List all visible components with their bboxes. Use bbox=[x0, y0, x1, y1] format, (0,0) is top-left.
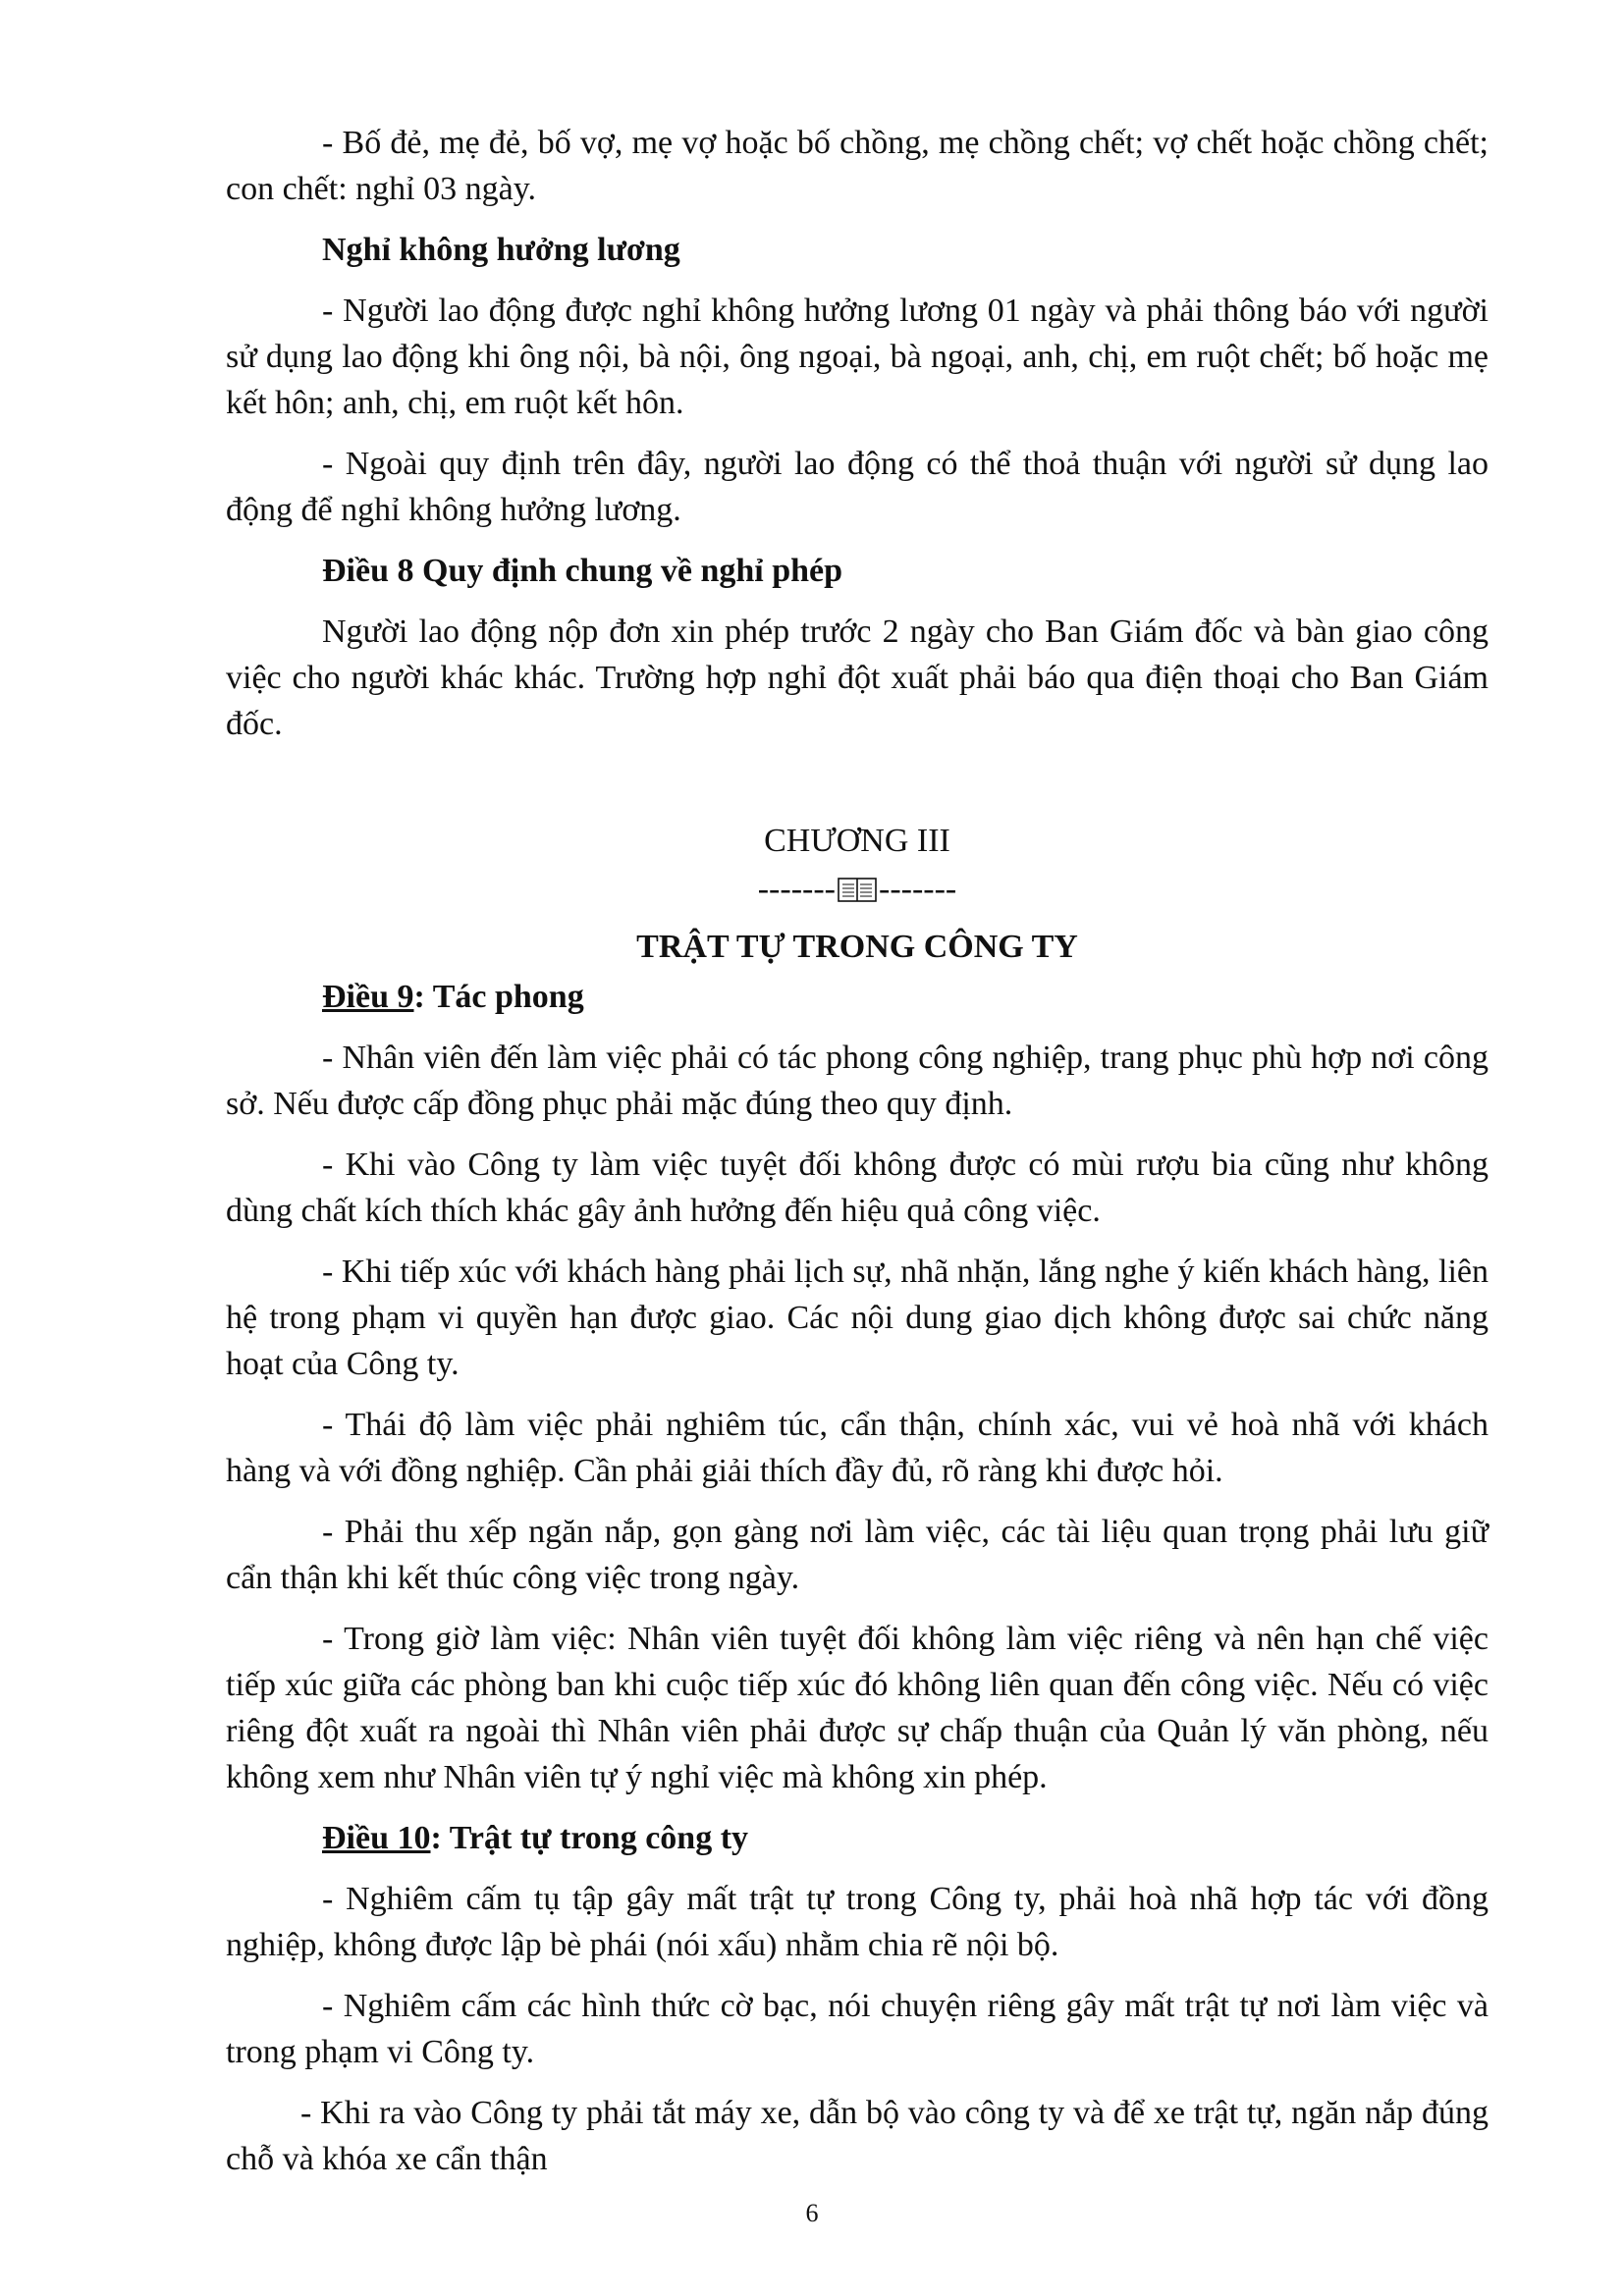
article-10-number: Điều 10 bbox=[322, 1820, 431, 1856]
paragraph-article-9-4: - Thái độ làm việc phải nghiêm túc, cẩn thận, chính xác, vui vẻ hoà nhã với khách hàng và với đồng nghiệp. Cần phải giải thích đầy đủ, rõ ràng khi được hỏi. bbox=[226, 1407, 1489, 1489]
paragraph-article-10-1: - Nghiêm cấm tụ tập gây mất trật tự trong Công ty, phải hoà nhã hợp tác với đồng nghiệp, không được lập bè phái (nói xấu) nhằm chia rẽ nội bộ. bbox=[226, 1881, 1489, 1963]
paragraph-unpaid-leave-1: - Người lao động được nghỉ không hưởng lương 01 ngày và phải thông báo với người sử dụng lao động khi ông nội, bà nội, ông ngoại, bà ngoại, anh, chị, em ruột chết; bố hoặc mẹ kết hôn; anh, chị, em ruột kết hôn. bbox=[226, 293, 1489, 421]
paragraph-unpaid-leave-2: - Ngoài quy định trên đây, người lao động có thể thoả thuận với người sử dụng lao động để nghỉ không hưởng lương. bbox=[226, 446, 1489, 528]
article-10-title: : Trật tự trong công ty bbox=[430, 1820, 749, 1856]
article-9-number: Điều 9 bbox=[322, 979, 414, 1015]
heading-article-9 bbox=[226, 974, 1489, 1020]
paragraph-bereavement-leave: - Bố đẻ, mẹ đẻ, bố vợ, mẹ vợ hoặc bố chồng, mẹ chồng chết; vợ chết hoặc chồng chết; con chết: nghỉ 03 ngày. bbox=[226, 125, 1489, 207]
paragraph-article-9-3: - Khi tiếp xúc với khách hàng phải lịch sự, nhã nhặn, lắng nghe ý kiến khách hàng, liên hệ trong phạm vi quyền hạn được giao. Các nội dung giao dịch không được sai chức năng hoạt của Công ty. bbox=[226, 1254, 1489, 1382]
heading-article-10 bbox=[226, 1815, 1489, 1861]
paragraph-article-10-2: - Nghiêm cấm các hình thức cờ bạc, nói chuyện riêng gây mất trật tự nơi làm việc và trong phạm vi Công ty. bbox=[226, 1988, 1489, 2070]
open-book-icon bbox=[838, 876, 877, 903]
heading-article-8: Điều 8 Quy định chung về nghỉ phép bbox=[322, 553, 843, 589]
heading-unpaid-leave: Nghỉ không hưởng lương bbox=[322, 232, 680, 268]
paragraph-article-9-1: - Nhân viên đến làm việc phải có tác phong công nghiệp, trang phục phù hợp nơi công sở. Nếu được cấp đồng phục phải mặc đúng theo quy định. bbox=[226, 1040, 1489, 1122]
divider-dashes-right: ------- bbox=[879, 871, 957, 907]
divider-dashes-left: ------- bbox=[757, 871, 836, 907]
chapter-divider bbox=[226, 866, 1489, 912]
paragraph-article-9-5: - Phải thu xếp ngăn nắp, gọn gàng nơi làm việc, các tài liệu quan trọng phải lưu giữ cẩn thận khi kết thúc công việc trong ngày. bbox=[226, 1514, 1489, 1596]
chapter-title: TRẬT TỰ TRONG CÔNG TY bbox=[636, 929, 1078, 965]
document-page bbox=[226, 120, 1489, 2197]
paragraph-article-10-3: - Khi ra vào Công ty phải tắt máy xe, dẫn bộ vào công ty và để xe trật tự, ngăn nắp đúng chỗ và khóa xe cẩn thận bbox=[226, 2095, 1489, 2177]
article-9-title: : Tác phong bbox=[413, 979, 584, 1015]
chapter-label: CHƯƠNG III bbox=[764, 823, 950, 859]
page-number: 6 bbox=[805, 2199, 819, 2227]
paragraph-article-9-2: - Khi vào Công ty làm việc tuyệt đối không được có mùi rượu bia cũng như không dùng chất kích thích khác gây ảnh hưởng đến hiệu quả công việc. bbox=[226, 1147, 1489, 1229]
paragraph-article-9-6: - Trong giờ làm việc: Nhân viên tuyệt đối không làm việc riêng và nên hạn chế việc tiếp xúc giữa các phòng ban khi cuộc tiếp xúc đó không liên quan đến công việc. Nếu có việc riêng đột xuất ra ngoài thì Nhân viên phải được sự chấp thuận của Quản lý văn phòng, nếu không xem như Nhân viên tự ý nghỉ việc mà không xin phép. bbox=[226, 1621, 1489, 1795]
paragraph-article-8: Người lao động nộp đơn xin phép trước 2 ngày cho Ban Giám đốc và bàn giao công việc cho người khác khác. Trường hợp nghỉ đột xuất phải báo qua điện thoại cho Ban Giám đốc. bbox=[226, 614, 1489, 742]
